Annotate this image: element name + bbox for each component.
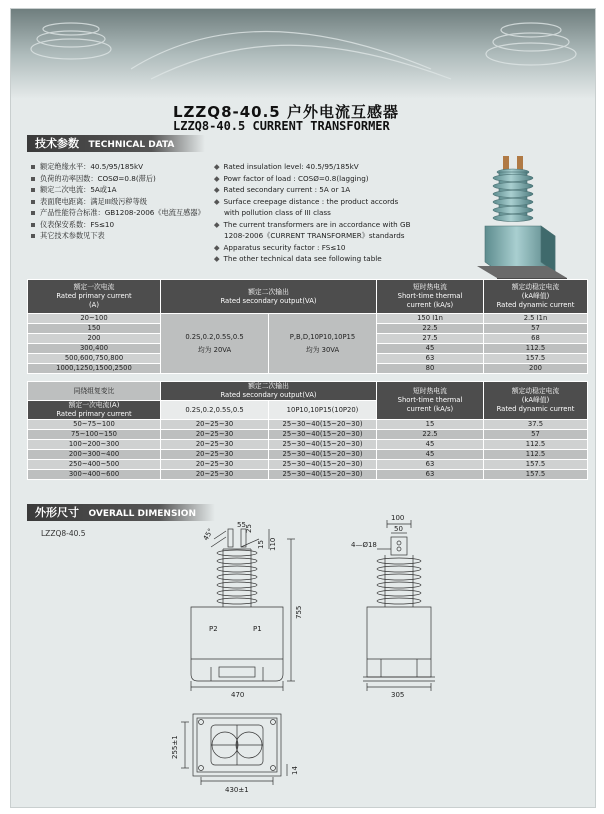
technical-data-en: TECHNICAL DATA [88, 140, 175, 150]
table-row [28, 440, 588, 450]
header-text: (kA峰值) [521, 396, 550, 404]
table-row [28, 450, 588, 460]
cell-dynamic: 112.5 [484, 440, 588, 450]
header-text: 额定二次输出 [248, 382, 289, 390]
header-text: Short-time thermal [397, 396, 463, 404]
dim-305: 305 [391, 691, 405, 699]
bullet-icon [31, 165, 35, 169]
cell-dynamic: 112.5 [484, 450, 588, 460]
cell-text: 0.2S,0.2,0.5S,0.5 [185, 332, 244, 341]
header-thermal-current [377, 280, 484, 314]
cell-dynamic: 68 [484, 334, 588, 344]
drawing-model-label: LZZQ8-40.5 [41, 529, 86, 538]
spec-text: 额定二次电流：5A或1A [40, 185, 117, 194]
header-text: Short-time thermal [397, 292, 463, 300]
spec-text: Powr factor of load : COSØ=0.8(lagging) [223, 173, 369, 183]
cell-thermal: 63 [377, 470, 484, 480]
cell-dynamic: 200 [484, 364, 588, 374]
cell-protection: 25~30~40(15~20~30) [269, 470, 377, 480]
header-text: current (kA/s) [406, 301, 454, 309]
header-text: 短时热电流 [413, 283, 447, 291]
header-dynamic-current [484, 280, 588, 314]
spec-text: The current transformers are in accordance with GB [223, 219, 411, 229]
spec-item [31, 230, 205, 242]
top-view [181, 714, 287, 785]
cell-dynamic: 57 [484, 430, 588, 440]
dim-100: 100 [391, 514, 405, 522]
cell-primary: 200~300~400 [28, 450, 161, 460]
spec-text: 1208-2006《CURRENT TRANSFORMER》standards [224, 231, 405, 240]
cell-primary: 500,600,750,800 [28, 354, 161, 364]
spec-item [215, 161, 411, 173]
cell-measuring: 20~25~30 [161, 470, 269, 480]
cell-protection: 25~30~40(15~20~30) [269, 430, 377, 440]
spec-text: 产品性能符合标准：GB1208-2006《电流互感器》 [40, 208, 205, 217]
header-text: 短时热电流 [413, 387, 447, 395]
cell-thermal: 150 I1n [377, 314, 484, 324]
header-thermal-current [377, 382, 484, 420]
cell-text: P,B,D,10P10,10P15 [289, 332, 356, 341]
title-english: LZZQ8-40.5 CURRENT TRANSFORMER [173, 119, 390, 133]
header-primary-current [28, 401, 161, 420]
dim-55: 55 [237, 521, 246, 529]
spec-text: 负荷的功率因数：COSØ=0.8(滞后) [40, 173, 156, 183]
terminal-p1: P1 [253, 625, 262, 633]
cell-protection: 25~30~40(15~20~30) [269, 450, 377, 460]
cell-measuring: 20~25~30 [161, 460, 269, 470]
cell-text: 均为 20VA [197, 345, 232, 354]
spec-text: Surface creepage distance : the product accords [223, 196, 399, 206]
cell-thermal: 22.5 [377, 324, 484, 334]
cell-primary: 100~200~300 [28, 440, 161, 450]
header-banner [11, 9, 595, 99]
cell-protection: 25~30~40(15~20~30) [269, 420, 377, 430]
spec-item [215, 173, 411, 185]
cell-protection: 25~30~40(15~20~30) [269, 440, 377, 450]
header-protection-class: 10P10,10P15(10P20) [269, 401, 377, 420]
dim-holes: 4—Ø18 [351, 541, 377, 549]
bullet-icon [214, 164, 219, 169]
specs-chinese-list [31, 161, 205, 242]
cell-primary: 50~75~100 [28, 420, 161, 430]
spec-item [215, 219, 411, 231]
header-secondary-output [161, 280, 377, 314]
table-multi-ratio [27, 381, 588, 480]
spec-item [215, 196, 411, 208]
spec-item [215, 242, 411, 254]
cell-thermal: 15 [377, 420, 484, 430]
bullet-icon [31, 177, 35, 181]
overall-dimension-en: OVERALL DIMENSION [88, 509, 196, 519]
specs-english-list [215, 161, 411, 265]
header-primary-current [28, 280, 161, 314]
spec-item [215, 184, 411, 196]
cell-primary: 300,400 [28, 344, 161, 354]
front-view [191, 529, 295, 691]
header-text: Rated primary current [56, 410, 132, 418]
cell-primary: 250~400~500 [28, 460, 161, 470]
cell-primary: 200 [28, 334, 161, 344]
header-text: Rated dynamic current [496, 405, 575, 413]
bullet-icon [214, 176, 219, 181]
cell-thermal: 63 [377, 460, 484, 470]
spec-text: Apparatus security factor : FS≤10 [223, 242, 346, 252]
cell-thermal: 80 [377, 364, 484, 374]
dim-255: 255±1 [171, 735, 179, 759]
header-text: 额定一次电流 [73, 283, 115, 291]
spec-item [31, 207, 205, 219]
cell-primary: 1000,1250,1500,2500 [28, 364, 161, 374]
header-text: (A) [89, 301, 99, 309]
cell-dynamic: 157.5 [484, 470, 588, 480]
title-chinese: LZZQ8-40.5 户外电流互感器 [173, 103, 399, 121]
cell-protection-output [269, 314, 377, 374]
header-text: 额定动稳定电流 [511, 283, 560, 291]
datasheet-page [10, 8, 596, 808]
cell-thermal: 45 [377, 440, 484, 450]
header-measuring-class: 0.2S,0.2,0.5S,0.5 [161, 401, 269, 420]
dim-14: 14 [291, 766, 299, 775]
spec-text: 额定绝缘水平：40.5/95/185kV [40, 162, 144, 171]
bullet-icon [31, 234, 35, 238]
cell-dynamic: 157.5 [484, 354, 588, 364]
table-row [28, 314, 588, 324]
spec-text: The other technical data see following table [223, 254, 382, 263]
spec-text: 表面爬电距离：满足III级污秽等级 [40, 196, 147, 206]
bullet-icon [31, 200, 35, 204]
dimension-drawings [11, 509, 595, 804]
header-text: 额定二次输出 [248, 287, 289, 296]
spec-text: with pollution class of III class [224, 208, 331, 217]
cell-primary: 75~100~150 [28, 430, 161, 440]
cell-dynamic: 37.5 [484, 420, 588, 430]
bullet-icon [214, 256, 219, 261]
spec-item [31, 161, 205, 173]
table-row [28, 430, 588, 440]
bullet-icon [214, 245, 219, 250]
cell-measuring: 20~25~30 [161, 430, 269, 440]
dim-45deg: 45° [201, 527, 215, 542]
header-text: current (kA/s) [406, 405, 454, 413]
cell-primary: 300~400~600 [28, 470, 161, 480]
dim-15: 15 [257, 540, 265, 549]
cell-measuring: 20~25~30 [161, 420, 269, 430]
dim-470: 470 [231, 691, 245, 699]
dim-755: 755 [295, 605, 303, 619]
spec-item [215, 207, 411, 219]
table-row [28, 420, 588, 430]
bullet-icon [214, 199, 219, 204]
spec-item [215, 230, 411, 242]
spec-text: Rated insulation level: 40.5/95/185kV [223, 162, 359, 171]
table-row [28, 460, 588, 470]
terminal-p2: P2 [209, 625, 218, 633]
spec-item [215, 253, 411, 265]
table-row [28, 470, 588, 480]
table-primary-ratings [27, 279, 588, 374]
cell-measuring-output [161, 314, 269, 374]
bullet-icon [214, 187, 219, 192]
cell-primary: 20~100 [28, 314, 161, 324]
spec-text: Rated secondary current : 5A or 1A [223, 185, 351, 194]
cell-thermal: 45 [377, 344, 484, 354]
spec-item [31, 173, 205, 185]
cell-measuring: 20~25~30 [161, 440, 269, 450]
cell-thermal: 22.5 [377, 430, 484, 440]
spec-item [31, 219, 205, 231]
cell-thermal: 27.5 [377, 334, 484, 344]
spec-text: 仪表保安系数：FS≤10 [40, 219, 115, 229]
header-dynamic-current [484, 382, 588, 420]
dim-25: 25 [245, 524, 253, 533]
bullet-icon [31, 211, 35, 215]
cell-text: 均为 30VA [305, 345, 340, 354]
technical-data-cn: 技术参数 [35, 137, 79, 150]
cell-dynamic: 157.5 [484, 460, 588, 470]
bullet-icon [31, 223, 35, 227]
spec-text: 其它技术参数见下表 [40, 231, 105, 240]
dim-110: 110 [269, 537, 277, 551]
header-secondary-output [161, 382, 377, 401]
header-text: 额定一次电流(A) [68, 401, 120, 409]
cell-dynamic: 112.5 [484, 344, 588, 354]
cell-primary: 150 [28, 324, 161, 334]
header-ratio: 同绕组复变比 [28, 382, 161, 401]
bullet-icon [31, 188, 35, 192]
header-text: Rated dynamic current [496, 301, 575, 309]
bullet-icon [214, 222, 219, 227]
header-text: 额定动稳定电流 [511, 387, 560, 395]
cell-dynamic: 57 [484, 324, 588, 334]
overall-dimension-cn: 外形尺寸 [35, 506, 79, 519]
cell-measuring: 20~25~30 [161, 450, 269, 460]
dim-430: 430±1 [225, 786, 249, 794]
header-text: Rated primary current [56, 292, 132, 300]
spec-item [31, 184, 205, 196]
product-photo [451, 154, 591, 286]
cell-thermal: 45 [377, 450, 484, 460]
dim-50: 50 [394, 525, 403, 533]
technical-data-header [27, 135, 205, 152]
spec-item [31, 196, 205, 208]
header-text: Rated secondary output(VA) [220, 391, 317, 399]
header-text: Rated secondary output(VA) [220, 296, 317, 305]
header-text: (kA峰值) [521, 292, 550, 300]
cell-dynamic: 2.5 I1n [484, 314, 588, 324]
cell-thermal: 63 [377, 354, 484, 364]
cell-protection: 25~30~40(15~20~30) [269, 460, 377, 470]
